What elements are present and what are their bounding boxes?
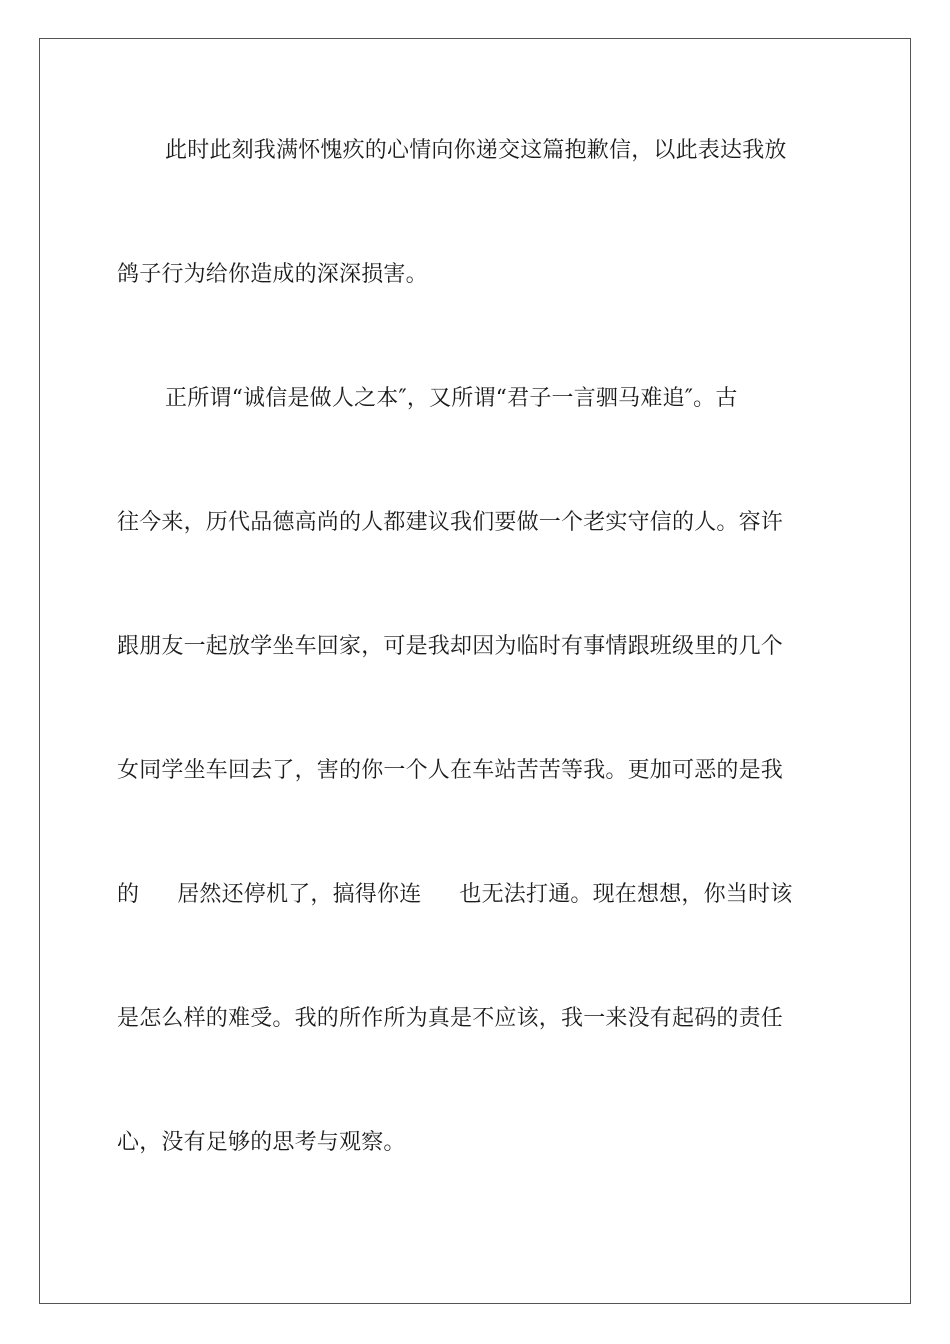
paragraph-2-line-4: 女同学坐车回去了，害的你一个人在车站苦苦等我。更加可恶的是我 <box>117 758 784 783</box>
page-border <box>39 38 911 1304</box>
line-5-part-2: 居然还停机了，搞得你连 <box>177 882 422 907</box>
paragraph-1-line-1: 此时此刻我满怀愧疚的心情向你递交这篇抱歉信，以此表达我放 <box>165 138 787 163</box>
paragraph-2-line-5 <box>117 881 831 909</box>
paragraph-2-line-7: 心，没有足够的思考与观察。 <box>117 1130 406 1155</box>
paragraph-2-line-1: 正所谓“诚信是做人之本″，又所谓“君子一言驷马难追″。古 <box>165 386 738 411</box>
line-5-part-3: 也无法打通。现在想想，你当时该 <box>459 882 793 907</box>
paragraph-2-line-6: 是怎么样的难受。我的所作所为真是不应该，我一来没有起码的责任 <box>117 1006 784 1031</box>
line-5-part-1: 的 <box>117 882 140 907</box>
paragraph-2-line-2: 往今来，历代品德高尚的人都建议我们要做一个老实守信的人。容许 <box>117 510 784 535</box>
paragraph-2-line-3: 跟朋友一起放学坐车回家，可是我却因为临时有事情跟班级里的几个 <box>117 634 784 659</box>
paragraph-1-line-2: 鸽子行为给你造成的深深损害。 <box>117 262 428 287</box>
